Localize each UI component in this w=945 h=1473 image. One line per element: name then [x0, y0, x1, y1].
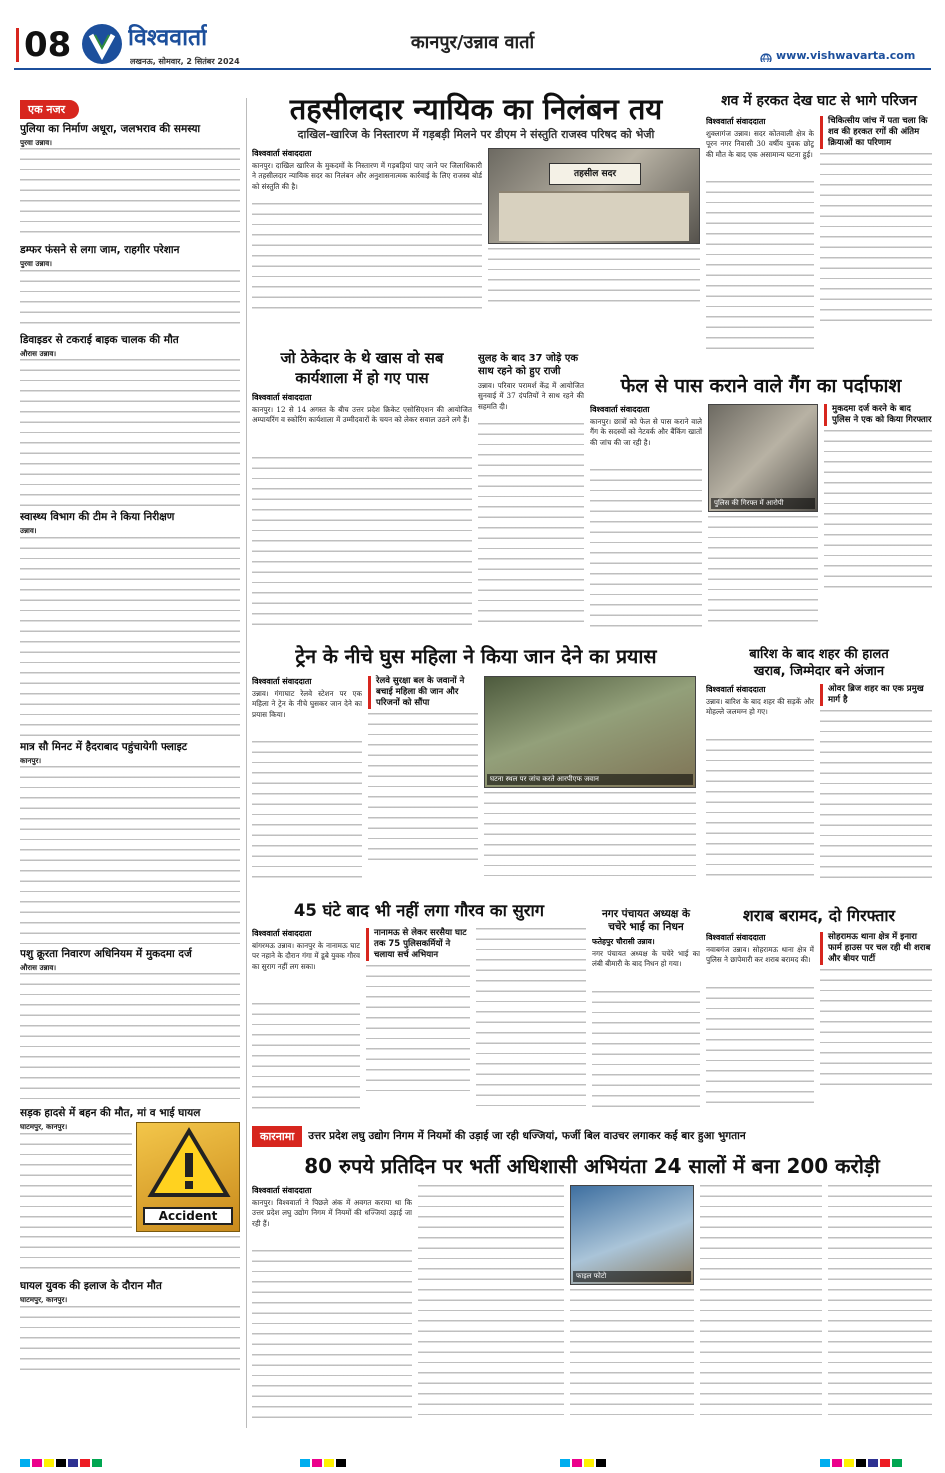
top-story-lead: कानपुर। दाखिल खारिज के मुकदमों के निस्तारण में गड़बड़ियां पाए जाने पर जिलाधिकारी ने तहसीलदार न्यायिक सदर का निलंबन और अनुशासनात्मक कार्रवाई के लिए राजस्व बोर्ड को संस्तुति की है। — [252, 161, 482, 191]
brief-headline: मात्र सौ मिनट में हैदराबाद पहुंचायेगी फ्लाइट — [20, 740, 188, 753]
gang-body — [708, 516, 818, 626]
rain-body — [820, 710, 932, 878]
brief-body — [20, 766, 240, 944]
print-color-bar-left — [20, 1459, 104, 1467]
rain-story — [706, 646, 932, 892]
top-story-body — [252, 203, 482, 309]
globe-icon — [760, 50, 772, 62]
liquor-body — [820, 969, 932, 1089]
ghat-body — [706, 181, 814, 351]
top-story-headline: तहसीलदार न्यायिक का निलंबन तय — [289, 92, 663, 126]
ghat-story — [706, 92, 932, 362]
liquor-lead: नवाबगंज उन्नाव। सोहरामऊ थाना क्षेत्र में पुलिस ने छापेमारी कर शराब बरामद की। — [706, 945, 814, 965]
gang-photo-caption: पुलिस की गिरफ्त में आरोपी — [711, 498, 815, 509]
tehsil-sign: तहसील सदर — [549, 163, 641, 185]
brief-body — [20, 1133, 132, 1229]
brief-body — [20, 148, 240, 240]
brief-body — [20, 1306, 240, 1376]
missing-story — [252, 900, 586, 1120]
brief-headline: डम्फर फंसने से लगा जाम, राहगीर परेशान — [20, 244, 180, 257]
liquor-reporter: विश्ववार्ता संवाददाता — [706, 933, 766, 942]
contractor-story — [252, 348, 472, 638]
rain-headline-2: खराब, जिम्मेदार बने अंजान — [753, 664, 885, 679]
train-body — [484, 792, 696, 876]
left-column — [20, 98, 240, 1438]
gang-note: मुकदमा दर्ज करने के बाद पुलिस ने एक को किया गिरफ्तार — [824, 404, 932, 426]
chairman-lead: नगर पंचायत अध्यक्ष के चचेरे भाई का लंबी बीमारी के बाद निधन हो गया। — [592, 949, 700, 969]
rain-reporter: विश्ववार्ता संवाददाता — [706, 685, 766, 694]
missing-note: नानामऊ से लेकर सरसैया घाट तक 75 पुलिसकर्मियों ने चलाया सर्च अभियान — [366, 928, 470, 961]
ghat-note: चिकित्सीय जांच में पता चला कि शव की हरकत रगों की अंतिम क्रियाओं का परिणाम — [820, 116, 932, 149]
brief-lead: पुरवा उन्नाव। — [20, 138, 53, 147]
top-story-body — [488, 248, 700, 304]
top-story-subhead: दाखिल-खारिज के निस्तारण में गड़बड़ी मिलने पर डीएम ने संस्तुति राजस्व परिषद को भेजी — [297, 128, 655, 141]
ghat-body — [820, 153, 932, 323]
gang-reporter: विश्ववार्ता संवाददाता — [590, 405, 650, 414]
contractor-headline-1: जो ठेकेदार के थे खास वो सब — [280, 349, 444, 367]
bottom-body — [252, 1250, 412, 1420]
website-link[interactable]: www.vishwavarta.com — [776, 49, 916, 62]
brief-headline: सड़क हादसे में बहन की मौत, मां व भाई घायल — [20, 1107, 201, 1120]
brief-lead: औरास उन्नाव। — [20, 348, 57, 358]
gang-lead: कानपुर। छात्रों को फेल से पास कराने वाले गैंग के सदस्यों को नेटवर्क और बैंकिंग खातों की जांच की जा रही है। — [590, 417, 702, 447]
contractor-lead: कानपुर। 12 से 14 अगस्त के बीच उत्तर प्रदेश क्रिकेट एसोसिएशन की आयोजित अम्पायरिंग व स्कोरिंग कार्यशाला में उम्मीदवारों के चयन को लेकर सवाल उठने लगे हैं। — [252, 405, 472, 425]
train-photo-caption: घटना स्थल पर जांच करते आरपीएफ जवान — [487, 774, 693, 785]
liquor-note: सोहरामऊ थाना क्षेत्र में इनारा फार्म हाउस पर चल रही थी शराब और बीयर पार्टी — [820, 932, 932, 965]
print-color-bar-center — [300, 1459, 348, 1467]
brief-lead: कानपुर। — [20, 755, 42, 765]
missing-reporter: विश्ववार्ता संवाददाता — [252, 929, 312, 938]
brand-name: विश्ववार्ता — [128, 25, 208, 51]
page-number: 08 — [24, 26, 72, 64]
gang-body — [824, 430, 932, 590]
bottom-body — [418, 1185, 564, 1417]
train-reporter: विश्ववार्ता संवाददाता — [252, 677, 312, 686]
brief-lead: घाटमपुर, कानपुर। — [20, 1295, 68, 1305]
bottom-headline: 80 रुपये प्रतिदिन पर भर्ती अधिशासी अभियंता 24 सालों में बना 200 करोड़ी — [304, 1154, 880, 1178]
brief-lead: घाटमपुर, कानपुर। — [20, 1122, 68, 1132]
rain-lead: उन्नाव। बारिश के बाद शहर की सड़कें और मोहल्ले जलमग्न हो गए। — [706, 697, 814, 717]
chairman-reporter: फतेहपुर चौरासी उन्नाव। — [592, 937, 655, 946]
brief-headline: पशु क्रूरता निवारण अधिनियम में मुकदमा दर्ज — [20, 948, 192, 961]
train-story — [252, 644, 700, 892]
hearing-story — [478, 352, 584, 638]
train-lead: उन्नाव। गंगाघाट रेलवे स्टेशन पर एक महिला ने ट्रेन के नीचे घुसकर जान देने का प्रयास किया। — [252, 689, 362, 719]
brief-body — [20, 1236, 240, 1276]
brief-lead: औरास उन्नाव। — [20, 963, 57, 973]
top-story — [252, 92, 700, 310]
brief-lead: उन्नाव। — [20, 526, 37, 536]
accident-label: Accident — [143, 1207, 233, 1225]
ghat-reporter: विश्ववार्ता संवाददाता — [706, 117, 766, 126]
train-body — [252, 741, 362, 885]
bottom-reporter: विश्ववार्ता संवाददाता — [252, 1186, 312, 1195]
train-headline: ट्रेन के नीचे घुस महिला ने किया जान देने का प्रयास — [295, 645, 657, 668]
warning-sign-icon — [137, 1123, 240, 1203]
left-column-divider — [246, 98, 247, 1428]
bottom-body — [570, 1289, 694, 1415]
missing-lead: बांगरमऊ उन्नाव। कानपुर के नानामऊ घाट पर नहाने के दौरान गंगा में डूबे युवक गौरव का सुराग नहीं लग सका। — [252, 941, 360, 971]
brief-body — [20, 537, 240, 737]
bottom-kicker: कारनामा — [252, 1126, 302, 1147]
bottom-body — [700, 1185, 822, 1417]
bottom-body — [828, 1185, 932, 1417]
brief-headline: स्वास्थ्य विभाग की टीम ने किया निरीक्षण — [20, 511, 175, 524]
rain-note: ओवर ब्रिज शहर का एक प्रमुख मार्ग है — [820, 684, 932, 706]
bottom-kicker-row — [252, 1126, 932, 1147]
hearing-body — [478, 423, 584, 627]
top-story-reporter: विश्ववार्ता संवाददाता — [252, 149, 312, 158]
print-color-bar-far-right — [820, 1459, 904, 1467]
hearing-headline: सुलह के बाद 37 जोड़े एक साथ रहने को हुए राजी — [478, 353, 579, 377]
gang-story — [590, 374, 932, 642]
masthead — [0, 0, 945, 72]
liquor-body — [706, 987, 814, 1111]
gang-photo — [708, 404, 818, 512]
ghat-lead: शुक्लागंज उन्नाव। सदर कोतवाली क्षेत्र के पूरन नगर निवासी 30 वर्षीय युवक छोटू की मौत के बाद एक असामान्य घटना हुई। — [706, 129, 814, 159]
brief-lead: पुरवा उन्नाव। — [20, 259, 53, 269]
missing-body — [476, 928, 586, 1112]
liquor-headline: शराब बरामद, दो गिरफ्तार — [742, 906, 896, 925]
gang-headline: फेल से पास कराने वाले गैंग का पर्दाफाश — [620, 375, 902, 397]
missing-headline: 45 घंटे बाद भी नहीं लगा गौरव का सुराग — [293, 901, 545, 920]
chairman-body — [592, 991, 700, 1111]
bottom-lead: कानपुर। विश्ववार्ता ने पिछले अंक में अवगत कराया था कि उत्तर प्रदेश लघु उद्योग निगम में नियमों की धज्जियां उड़ाई जा रही हैं। — [252, 1198, 412, 1228]
liquor-story — [706, 906, 932, 1120]
contractor-headline-2: कार्यशाला में हो गए पास — [295, 369, 429, 387]
city-date: लखनऊ, सोमवार, 2 सितंबर 2024 — [130, 57, 240, 66]
bottom-kicker-headline: उत्तर प्रदेश लघु उद्योग निगम में नियमों की उड़ाई जा रही धज्जियां, फर्जी बिल वाउचर लगाकर कई बार हुआ भुगतान — [308, 1130, 746, 1142]
brief-body — [20, 973, 240, 1103]
section-title: कानपुर/उन्नाव वार्ता — [410, 32, 535, 53]
missing-body — [366, 965, 470, 1095]
brief-headline: पुलिया का निर्माण अधूरा, जलभराव की समस्या — [20, 123, 201, 135]
chairman-headline: नगर पंचायत अध्यक्ष के चचेरे भाई का निधन — [601, 908, 691, 933]
ghat-headline: शव में हरकत देख घाट से भागे परिजन — [721, 93, 917, 109]
brief-body — [20, 270, 240, 330]
rain-body — [706, 739, 814, 883]
masthead-rule — [14, 68, 931, 70]
missing-body — [252, 1003, 360, 1113]
ek-nazar-label: एक नजर — [20, 100, 79, 119]
contractor-body — [252, 457, 472, 633]
train-body — [368, 713, 478, 863]
chairman-story — [592, 908, 700, 1120]
hearing-lead: उन्नाव। परिवार परामर्श केंद्र में आयोजित सुनवाई में 37 दंपतियों ने साथ रहने की सहमति दी। — [478, 381, 584, 411]
brief-body — [20, 359, 240, 507]
accident-brief — [20, 1122, 240, 1232]
brief-headline: घायल युवक की इलाज के दौरान मौत — [20, 1280, 162, 1293]
bottom-story — [252, 1126, 932, 1438]
contractor-reporter: विश्ववार्ता संवाददाता — [252, 393, 312, 402]
bottom-photo-caption: फाइल फोटो — [573, 1271, 691, 1282]
tehsil-photo — [488, 148, 700, 244]
rain-headline-1: बारिश के बाद शहर की हालत — [749, 647, 889, 662]
accident-photo — [136, 1122, 240, 1232]
print-color-bar-right — [560, 1459, 608, 1467]
brief-headline: डिवाइडर से टकराई बाइक चालक की मौत — [20, 333, 179, 346]
bottom-photo — [570, 1185, 694, 1285]
train-photo — [484, 676, 696, 788]
gang-body — [590, 469, 702, 629]
train-note: रेलवे सुरक्षा बल के जवानों ने बचाई महिला की जान और परिजनों को सौंपा — [368, 676, 478, 709]
